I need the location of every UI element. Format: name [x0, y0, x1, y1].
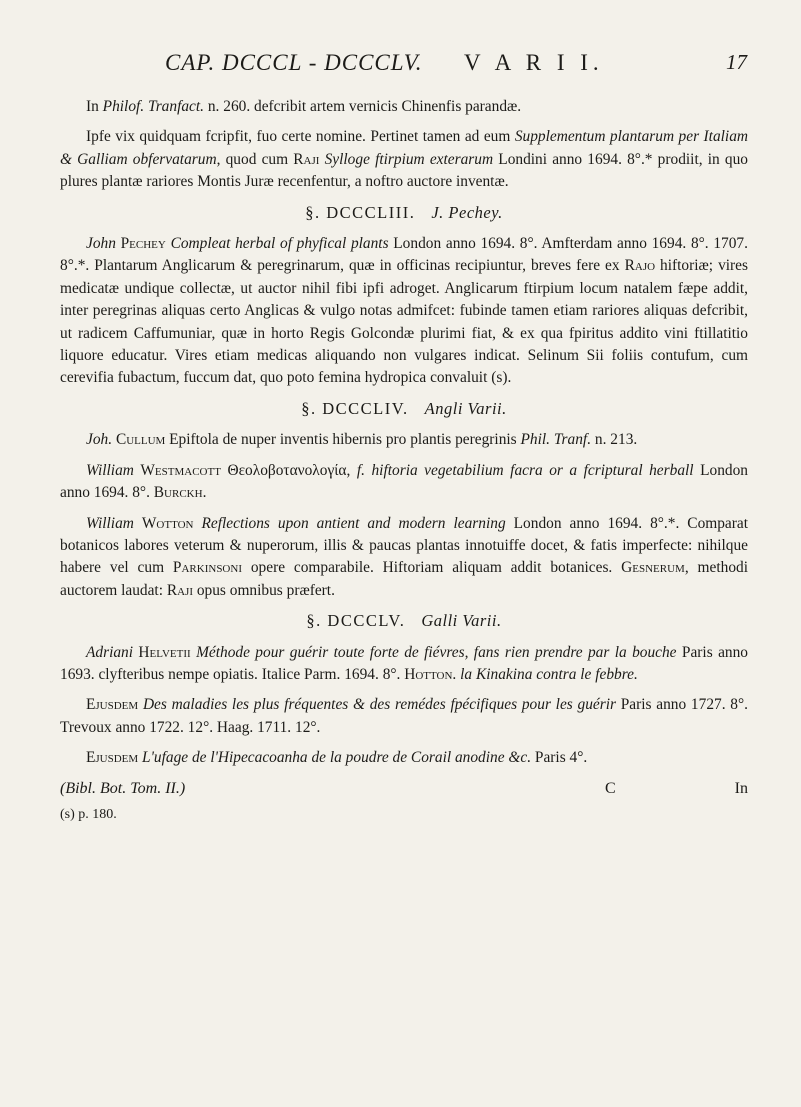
- page-number: 17: [726, 50, 747, 74]
- paragraph: In Philof. Tranfact. n. 260. defcribit artem vernicis Chinenfis parandæ.: [86, 98, 522, 115]
- paragraph: William Westmacott Θεολοβοτανολογία, f. hiftoria vegetabilium facra or a fcriptural herball London anno 1694. 8°. Burckh.: [60, 461, 748, 502]
- paragraph: Ejusdem L'ufage de l'Hipecacoanha de la poudre de Corail anodine &c. Paris 4°.: [86, 749, 588, 767]
- paragraph: Joh. Cullum Epiftola de nuper inventis hibernis pro plantis peregrinis Phil. Tranf. n. 213.: [86, 431, 638, 449]
- running-header: [0, 50, 801, 86]
- paragraph: Ejusdem Des maladies les plus fréquentes & des remédes fpécifiques pour les guérir Paris anno 1727. 8°. Trevoux anno 1722. 12°. Haag. 1711. 12°.: [60, 696, 748, 736]
- main-text: [60, 96, 748, 826]
- catchword: In: [734, 779, 748, 797]
- chapter-range: CAP. DCCCL - DCCCLV.: [165, 50, 423, 75]
- section-heading: §. DCCCLIII. J. Pechey.: [305, 202, 503, 222]
- paragraph: William Wotton Reflections upon antient and modern learning London anno 1694. 8°.*. Comparat botanicos labores veterum & nuperorum, illis & paucas plantas innotuiffe docet, & fatis imperfecte: nihilque habere vel cum Parkinsoni opere comparabile. Hiftoriam aliquam addit botanices. Gesnerum, methodi auctorem laudat: Raji opus omnibus præfert.: [60, 514, 748, 599]
- running-title: V A R I I.: [464, 50, 604, 75]
- section-heading: §. DCCCLV. Galli Varii.: [306, 611, 502, 631]
- volume-reference: (Bibl. Bot. Tom. II.): [60, 779, 186, 797]
- paragraph: Adriani Helvetii Méthode pour guérir toute forte de fiévres, fans rien prendre par la bouche Paris anno 1693. clyfteribus nempe opiatis. Italice Parm. 1694. 8°. Hotton. la Kinakina contra le febbre.: [60, 643, 748, 683]
- page-footer: [60, 778, 748, 802]
- paragraph: John Pechey Compleat herbal of phyfical plants London anno 1694. 8°. Amfterdam anno 1694. 8°. 1707. 8°.*. Plantarum Anglicarum & peregrinarum, quæ in officinas recipiuntur, breves fere ex Rajo hiftoriæ; vires medicatæ undique collectæ, ut auctor nihil fibi ipfi adroget. Anglicarum ftirpium locum natalem fæpe addit, inter peregrinas aliquas certo Anglicas & vulgo notas admifcet: fubinde tamen etiam rariores aliquas defcribit, ut radicem Caffumuniar, quæ in horto Regis Golcondæ plurimi fiat, & ex qua fpiritus addito vini ftillatitio liquore educatur. Vires etiam medicas aliquando non vulgares indicat. Selinum Sii foliis contufum, cum cerevifia fubactum, fuccum dat, quo poto femina hydropica convaluit (s).: [60, 235, 749, 387]
- section-heading: §. DCCCLIV. Angli Varii.: [301, 398, 507, 418]
- signature-mark: C: [605, 779, 617, 797]
- footnote: (s) p. 180.: [60, 806, 117, 822]
- paragraph: Ipfe vix quidquam fcripfit, fuo certe nomine. Pertinet tamen ad eum Supplementum plantarum per Italiam & Galliam obfervatarum, quod cum Raji Sylloge ftirpium exterarum Londini anno 1694. 8°.* prodiit, in quo plures plantæ rariores Montis Juræ recenfentur, a noftro auctore inventæ.: [60, 128, 749, 191]
